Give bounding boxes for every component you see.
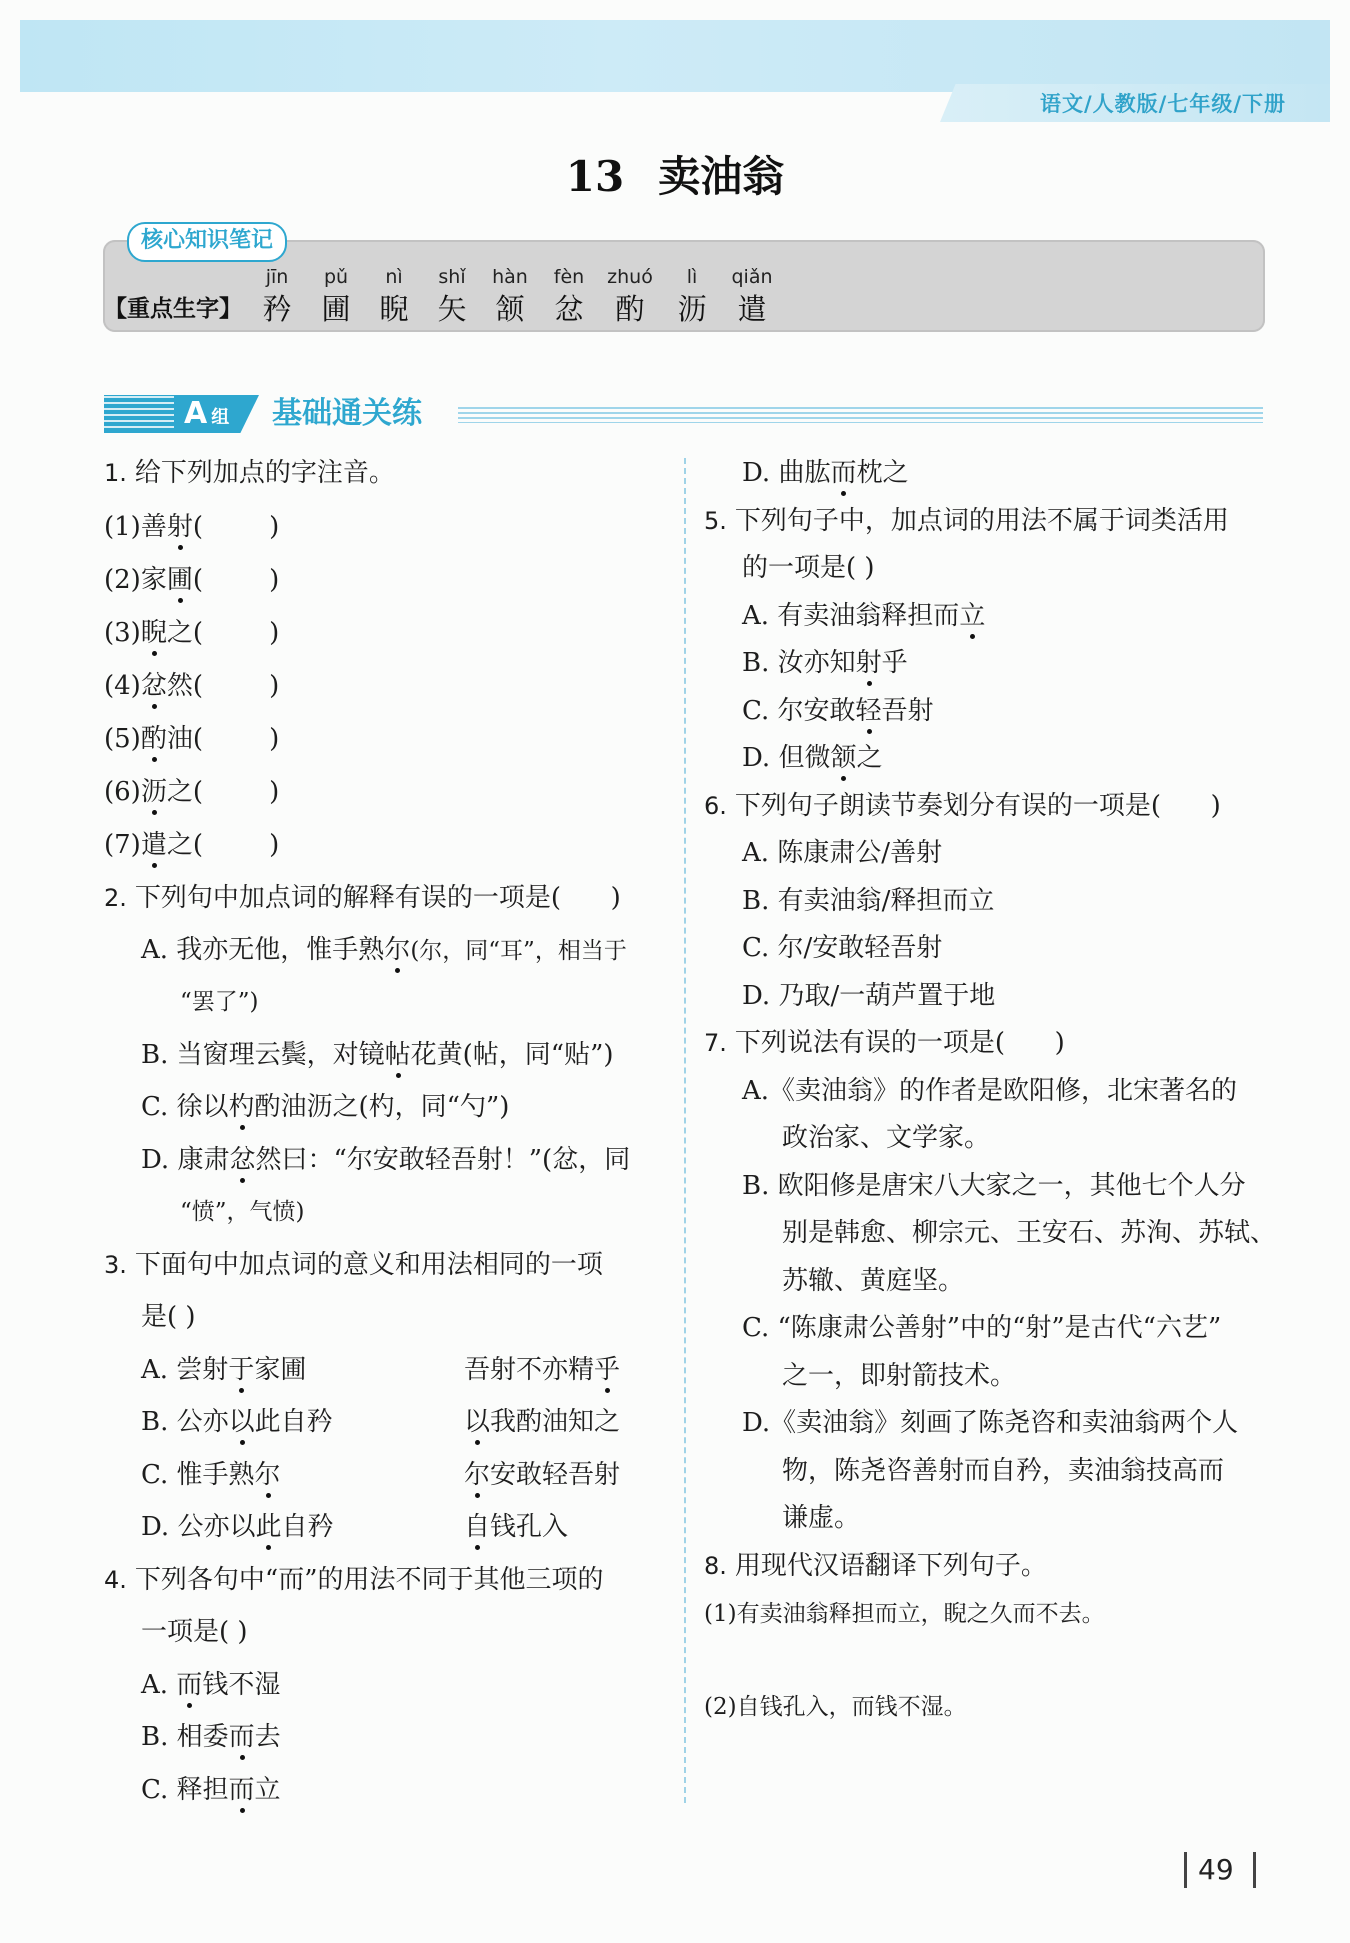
q3-option-b-right: 以我酌油知之 <box>464 1407 621 1437</box>
key-character <box>424 264 480 326</box>
q5-option-d: D. 但微颔之 <box>742 743 883 773</box>
q4-option-d: D. 曲肱而枕之 <box>742 458 909 488</box>
answer-blank[interactable]: ( ) <box>192 512 280 542</box>
q2-option-a-cont: “罢了”) <box>180 989 259 1015</box>
page-bar-left <box>1184 1852 1187 1888</box>
group-title: 基础通关练 <box>272 396 422 431</box>
group-letter: A组 <box>184 396 230 431</box>
key-character <box>664 264 720 326</box>
answer-blank[interactable]: ( ) <box>192 830 280 860</box>
question-7-stem: 7. 下列说法有误的一项是( ) <box>704 1028 1065 1058</box>
q3-option-c-right: 尔安敢轻吾射 <box>464 1460 621 1490</box>
q1-item: (4)忿然( ) <box>104 671 280 701</box>
q5-option-b: B. 汝亦知射乎 <box>742 648 908 678</box>
character: 遣 <box>737 292 767 326</box>
q2-option-d-cont: “愤”，气愤) <box>180 1199 305 1225</box>
q7-line: 苏辙、黄庭坚。 <box>782 1266 965 1296</box>
q5-option-c: C. 尔安敢轻吾射 <box>742 696 934 726</box>
question-8-stem: 8. 用现代汉语翻译下列句子。 <box>704 1551 1047 1581</box>
pinyin: fèn <box>553 266 585 288</box>
q8-sentence-1: (1)有卖油翁释担而立，睨之久而不去。 <box>704 1601 1105 1627</box>
answer-blank[interactable]: ( ) <box>192 777 280 807</box>
key-characters-label: 【重点生字】 <box>104 296 242 322</box>
question-6-stem: 6. 下列句子朗读节奏划分有误的一项是( ) <box>704 791 1221 821</box>
q5-option-a: A. 有卖油翁释担而立 <box>742 601 986 631</box>
q6-option-d: D. 乃取/一葫芦置于地 <box>742 981 996 1011</box>
q4-option-c: C. 释担而立 <box>141 1775 281 1805</box>
q2-option-b: B. 当窗理云鬓，对镜帖花黄(帖，同“贴”) <box>141 1040 614 1070</box>
q7-line: D.《卖油翁》刻画了陈尧咨和卖油翁两个人 <box>742 1408 1239 1438</box>
key-character <box>482 264 538 326</box>
question-4-stem-cont: 一项是( ) <box>141 1617 248 1647</box>
q3-option-d-left: D. 公亦以此自矜 <box>141 1512 334 1542</box>
q2-option-d: D. 康肃忿然曰：“尔安敢轻吾射！”(忿，同 <box>141 1145 631 1175</box>
character: 睨 <box>379 292 409 326</box>
q3-option-d-right: 自钱孔入 <box>464 1512 569 1542</box>
q2-option-c: C. 徐以杓酌油沥之(杓，同“勺”) <box>141 1092 510 1122</box>
q6-option-c: C. 尔/安敢轻吾射 <box>742 933 943 963</box>
key-character <box>724 264 780 326</box>
pinyin: hàn <box>492 266 528 288</box>
answer-blank[interactable]: ( ) <box>192 618 280 648</box>
q4-option-b: B. 相委而去 <box>141 1722 281 1752</box>
character: 圃 <box>321 292 351 326</box>
q1-item: (2)家圃( ) <box>104 565 280 595</box>
answer-blank[interactable]: ( ) <box>192 565 280 595</box>
character: 沥 <box>677 292 707 326</box>
pinyin: jīn <box>265 266 289 288</box>
q3-option-b-left: B. 公亦以此自矜 <box>141 1407 333 1437</box>
key-character <box>249 264 305 326</box>
header-band <box>20 20 1330 92</box>
character: 矢 <box>437 292 467 326</box>
key-character <box>308 264 364 326</box>
column-divider <box>684 458 686 1803</box>
q7-line: 谦虚。 <box>782 1503 861 1533</box>
q1-item: (6)沥之( ) <box>104 777 280 807</box>
question-5-stem: 5. 下列句子中，加点词的用法不属于词类活用 <box>704 506 1229 536</box>
question-2-stem: 2. 下列句中加点词的解释有误的一项是( ) <box>104 883 621 913</box>
q7-line: 别是韩愈、柳宗元、王安石、苏洵、苏轼、 <box>782 1218 1277 1248</box>
q6-option-a: A. 陈康肃公/善射 <box>742 838 943 868</box>
q1-item: (1)善射( ) <box>104 512 280 542</box>
character: 矜 <box>262 292 292 326</box>
question-3-stem-cont: 是( ) <box>141 1302 196 1332</box>
character: 颔 <box>495 292 525 326</box>
q1-item: (5)酌油( ) <box>104 724 280 754</box>
q3-option-c-left: C. 惟手熟尔 <box>141 1460 281 1490</box>
lesson-number: 13 <box>565 152 625 201</box>
answer-blank[interactable]: ( ) <box>192 671 280 701</box>
answer-blank[interactable]: ( ) <box>192 724 280 754</box>
key-character <box>366 264 422 326</box>
q3-option-a-right: 吾射不亦精乎 <box>464 1355 621 1385</box>
question-1-stem: 1. 给下列加点的字注音。 <box>104 458 395 488</box>
q3-option-a-left: A. 尝射于家圃 <box>141 1355 307 1385</box>
group-rule <box>458 407 1263 423</box>
q4-option-a: A. 而钱不湿 <box>141 1670 281 1700</box>
character: 酌 <box>615 292 645 326</box>
q7-line: C. “陈康肃公善射”中的“射”是古代“六艺” <box>742 1313 1222 1343</box>
pinyin: lì <box>686 266 698 288</box>
page-bar-right <box>1253 1852 1256 1888</box>
question-3-stem: 3. 下面句中加点词的意义和用法相同的一项 <box>104 1250 603 1280</box>
character: 忿 <box>554 292 584 326</box>
key-character <box>602 264 658 326</box>
q2-option-a: A. 我亦无他，惟手熟尔(尔，同“耳”，相当于 <box>141 935 627 965</box>
q7-line: 物，陈尧咨善射而自矜，卖油翁技高而 <box>782 1456 1225 1486</box>
pinyin: zhuó <box>607 266 653 288</box>
group-banner-stripes <box>104 396 174 432</box>
q1-item: (7)遣之( ) <box>104 830 280 860</box>
q7-line: 政治家、文学家。 <box>782 1123 991 1153</box>
series-label: 语文/人教版/七年级/下册 <box>1039 92 1286 116</box>
pinyin: qiǎn <box>731 266 773 288</box>
q1-item: (3)睨之( ) <box>104 618 280 648</box>
pinyin: shǐ <box>438 266 466 288</box>
q7-line: A.《卖油翁》的作者是欧阳修，北宋著名的 <box>742 1076 1238 1106</box>
q8-sentence-2: (2)自钱孔入，而钱不湿。 <box>704 1694 967 1720</box>
lesson-title <box>0 144 1350 204</box>
page-number: 49 <box>1198 1853 1234 1886</box>
q7-line: B. 欧阳修是唐宋八大家之一，其他七个人分 <box>742 1171 1246 1201</box>
q6-option-b: B. 有卖油翁/释担而立 <box>742 886 995 916</box>
lesson-name: 卖油翁 <box>658 152 785 201</box>
pinyin: pǔ <box>323 266 349 288</box>
notes-badge: 核心知识笔记 <box>127 222 287 262</box>
question-4-stem: 4. 下列各句中“而”的用法不同于其他三项的 <box>104 1565 604 1595</box>
q7-line: 之一，即射箭技术。 <box>782 1361 1017 1391</box>
question-5-stem-cont: 的一项是( ) <box>742 553 875 583</box>
key-character <box>541 264 597 326</box>
pinyin: nì <box>385 266 403 288</box>
